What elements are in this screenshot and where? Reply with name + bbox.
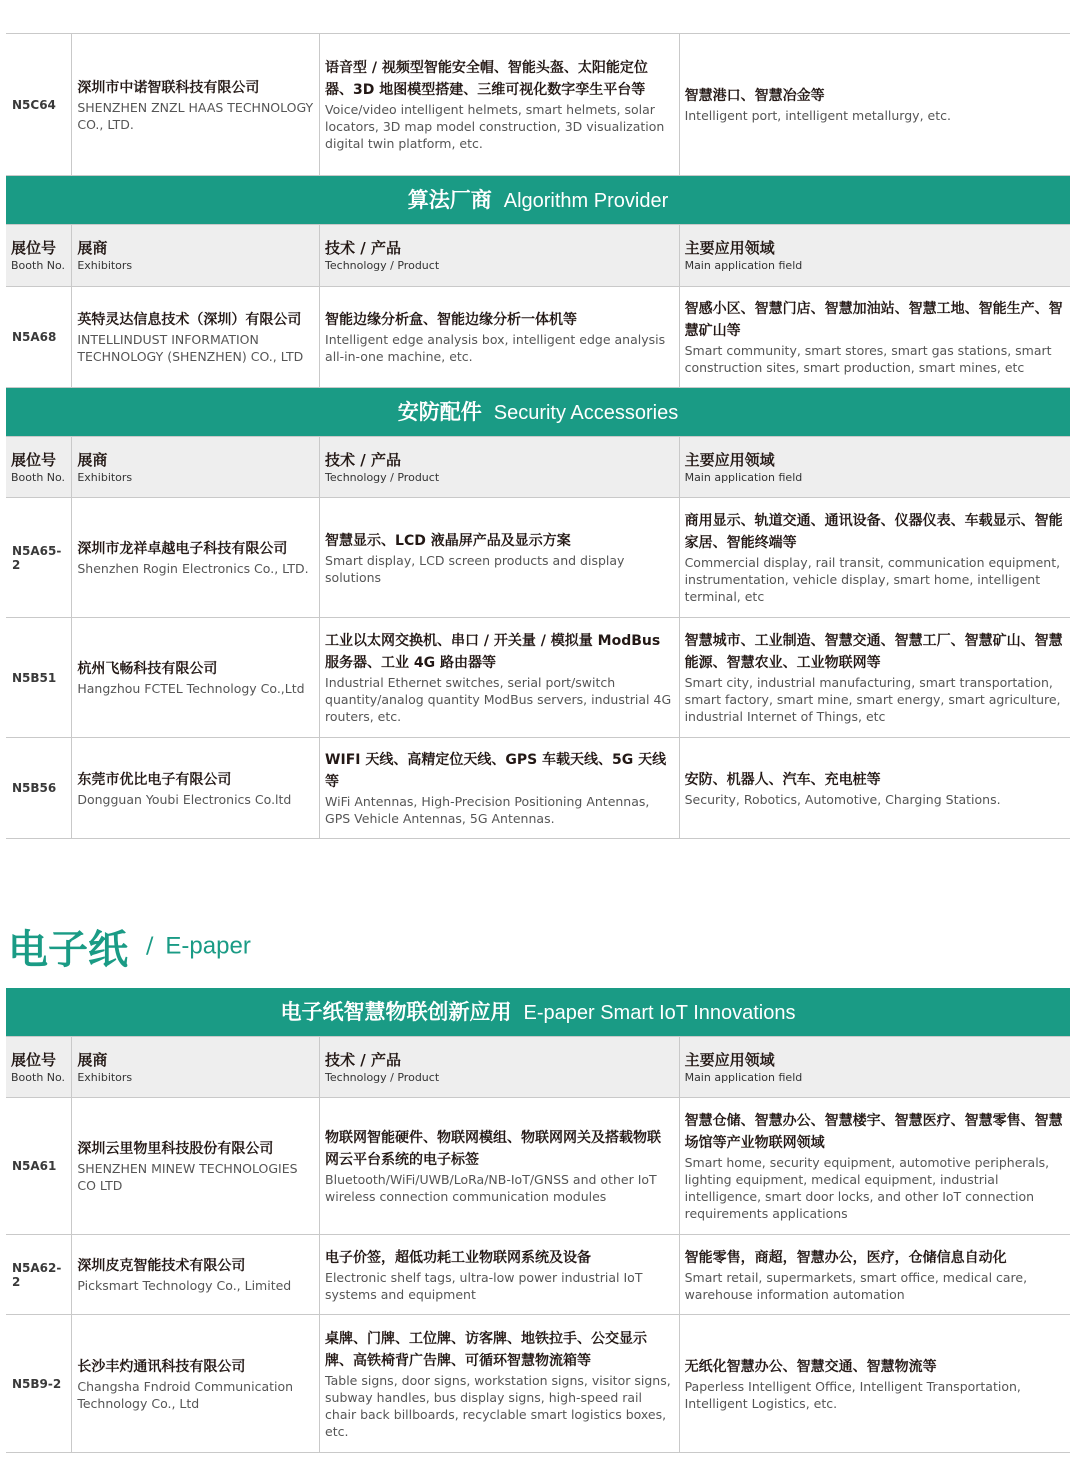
tech-cell (320, 498, 680, 618)
header-booth-zh: 展位号 (11, 239, 57, 257)
header-booth-en: Booth No. (11, 259, 66, 272)
header-exhibitor-en: Exhibitors (77, 470, 133, 484)
header-exhibitor (72, 437, 320, 498)
header-tech (320, 225, 680, 287)
exhibitor-cell (72, 498, 320, 618)
header-field-en: Main application field (684, 259, 803, 272)
exhibitor-cell (72, 34, 320, 176)
tech-zh: 智慧显示、LCD 液晶屏产品及显示方案 (325, 532, 571, 549)
algorithm-provider-banner (6, 176, 1070, 224)
exhibitor-cell (72, 1098, 320, 1235)
tech-cell (320, 287, 680, 388)
header-exhibitor-zh: 展商 (77, 450, 108, 469)
header-field (679, 225, 1070, 287)
header-exhibitor (72, 225, 320, 287)
tech-en: Table signs, door signs, workstation signs, visitor signs, subway handles, bus display signs, high-speed rail chair back billboards, recyclable smart logistics boxes, etc. (325, 1372, 671, 1439)
banner-title-zh: 电子纸智慧物联创新应用 (280, 1000, 512, 1024)
field-en: Smart home, security equipment, automotive peripherals, lighting equipment, medical equipment, industrial intelligence, smart door locks, and other IoT connection requirements applications (684, 1155, 1050, 1221)
exhibitor-cell (72, 1235, 320, 1315)
section-title (8, 918, 251, 972)
header-booth (6, 1037, 72, 1098)
field-en: Smart city, industrial manufacturing, smart transportation, smart factory, smart mine, smart energy, smart agriculture, industrial Internet of Things, etc (684, 675, 1061, 724)
company-name-zh: 英特灵达信息技术（深圳）有限公司 (77, 312, 302, 328)
top-table (6, 33, 1070, 176)
table-row (6, 287, 1070, 388)
company-name-zh: 深圳市中诺智联科技有限公司 (77, 79, 260, 96)
security-accessories-banner (6, 388, 1070, 436)
table-row (6, 34, 1070, 176)
company-name-en: Picksmart Technology Co., Limited (77, 1278, 292, 1293)
header-exhibitor (72, 1037, 320, 1098)
company-name-en: SHENZHEN MINEW TECHNOLOGIES CO LTD (77, 1161, 298, 1193)
tech-en: Smart display, LCD screen products and display solutions (325, 552, 625, 585)
table-row (6, 618, 1070, 738)
table-row (6, 1098, 1070, 1235)
tech-cell (320, 1098, 680, 1235)
banner-title-zh: 算法厂商 (407, 188, 492, 212)
header-booth (6, 225, 72, 287)
header-field-en: Main application field (684, 1070, 803, 1084)
field-en: Commercial display, rail transit, communication equipment, instrumentation, vehicle display, smart home, intelligent terminal, etc (684, 555, 1061, 604)
banner-title-en: Algorithm Provider (503, 190, 669, 212)
banner-title-en: E-paper Smart IoT Innovations (523, 1002, 796, 1024)
header-field-zh: 主要应用领域 (684, 450, 775, 469)
tech-en: Electronic shelf tags, ultra-low power industrial IoT systems and equipment (325, 1269, 643, 1302)
tech-cell (320, 1315, 680, 1453)
booth-number: N5A62-2 (6, 1235, 72, 1315)
company-name-zh: 深圳云里物里科技股份有限公司 (77, 1141, 274, 1157)
tech-zh: 桌牌、门牌、工位牌、访客牌、地铁拉手、公交显示牌、高铁椅背广告牌、可循环智慧物流箱等 (325, 1330, 648, 1369)
field-en: Paperless Intelligent Office, Intelligent Transportation, Intelligent Logistics, etc. (684, 1378, 1021, 1411)
section-title-separator: / (146, 934, 154, 959)
header-field (679, 1037, 1070, 1098)
field-cell (679, 1235, 1070, 1315)
company-name-en: Dongguan Youbi Electronics Co.ltd (77, 791, 292, 807)
tech-en: Intelligent edge analysis box, intelligent edge analysis all-in-one machine, etc. (325, 332, 666, 364)
company-name-zh: 深圳市龙祥卓越电子科技有限公司 (77, 541, 288, 557)
company-name-en: Changsha Fndroid Communication Technology Co., Ltd (77, 1378, 294, 1411)
booth-number: N5A65-2 (6, 498, 72, 618)
header-booth (6, 437, 72, 498)
company-name-en: Shenzhen Rogin Electronics Co., LTD. (77, 561, 309, 576)
epaper-table (6, 1036, 1070, 1453)
section-title-zh: 电子纸 (8, 927, 128, 973)
header-booth-zh: 展位号 (11, 450, 57, 469)
booth-number: N5B9-2 (6, 1315, 72, 1453)
table-header-row (6, 437, 1070, 498)
exhibitor-cell (72, 1315, 320, 1453)
header-booth-en: Booth No. (11, 470, 66, 484)
tech-cell (320, 738, 680, 839)
field-en: Intelligent port, intelligent metallurgy, etc. (684, 108, 951, 123)
field-cell (679, 618, 1070, 738)
tech-en: Industrial Ethernet switches, serial port/switch quantity/analog quantity ModBus servers, industrial 4G routers, etc. (325, 675, 672, 724)
booth-number: N5A61 (6, 1098, 72, 1235)
tech-zh: 物联网智能硬件、物联网模组、物联网网关及搭载物联网云平台系统的电子标签 (325, 1130, 662, 1168)
field-cell (679, 287, 1070, 388)
field-zh: 无纸化智慧办公、智慧交通、智慧物流等 (684, 1358, 937, 1375)
field-en: Smart retail, supermarkets, smart office, medical care, warehouse information automation (684, 1269, 1028, 1302)
tech-en: Bluetooth/WiFi/UWB/LoRa/NB-IoT/GNSS and other IoT wireless connection communication modules (325, 1172, 657, 1204)
header-field-en: Main application field (684, 470, 803, 484)
table-row (6, 738, 1070, 839)
table-header-row (6, 225, 1070, 287)
header-tech (320, 1037, 680, 1098)
booth-number: N5C64 (6, 34, 72, 176)
header-field-zh: 主要应用领域 (684, 1050, 775, 1069)
algorithm-table (6, 224, 1070, 388)
field-zh: 商用显示、轨道交通、通讯设备、仪器仪表、车载显示、智能家居、智能终端等 (684, 513, 1063, 551)
field-zh: 智慧港口、智慧冶金等 (684, 88, 825, 104)
company-name-en: Hangzhou FCTEL Technology Co.,Ltd (77, 681, 305, 696)
header-field (679, 437, 1070, 498)
booth-number: N5B51 (6, 618, 72, 738)
banner-title-zh: 安防配件 (397, 400, 482, 424)
field-zh: 智慧城市、工业制造、智慧交通、智慧工厂、智慧矿山、智慧能源、智慧农业、工业物联网等 (684, 633, 1063, 671)
field-cell (679, 1315, 1070, 1453)
table-header-row (6, 1037, 1070, 1098)
tech-en: WiFi Antennas, High-Precision Positioning Antennas, GPS Vehicle Antennas, 5G Antennas. (325, 794, 650, 826)
banner-title-en: Security Accessories (493, 402, 679, 424)
epaper-innovations-banner (6, 988, 1070, 1036)
header-tech (320, 437, 680, 498)
company-name-zh: 长沙丰灼通讯科技有限公司 (77, 1358, 246, 1375)
header-field-zh: 主要应用领域 (684, 239, 775, 257)
tech-cell (320, 1235, 680, 1315)
header-tech-en: Technology / Product (325, 259, 440, 272)
tech-cell (320, 618, 680, 738)
booth-number: N5B56 (6, 738, 72, 839)
section-title-en: E-paper (165, 932, 251, 960)
field-cell (679, 34, 1070, 176)
tech-zh: 智能边缘分析盒、智能边缘分析一体机等 (325, 312, 578, 328)
header-exhibitor-en: Exhibitors (77, 259, 133, 272)
header-tech-zh: 技术 / 产品 (325, 450, 401, 469)
header-tech-zh: 技术 / 产品 (325, 1050, 401, 1069)
field-cell (679, 498, 1070, 618)
header-exhibitor-en: Exhibitors (77, 1070, 133, 1084)
header-booth-en: Booth No. (11, 1070, 66, 1084)
tech-cell (320, 34, 680, 176)
company-name-en: SHENZHEN ZNZL HAAS TECHNOLOGY CO., LTD. (77, 99, 314, 132)
field-cell (679, 1098, 1070, 1235)
field-zh: 智能零售，商超，智慧办公，医疗，仓储信息自动化 (684, 1249, 1007, 1266)
exhibitor-cell (72, 738, 320, 839)
field-zh: 智慧仓储、智慧办公、智慧楼宇、智慧医疗、智慧零售、智慧场馆等产业物联网领域 (684, 1113, 1063, 1151)
exhibitor-cell (72, 287, 320, 388)
company-name-zh: 杭州飞畅科技有限公司 (77, 661, 218, 677)
field-en: Smart community, smart stores, smart gas stations, smart construction sites, smart production, smart mines, etc (684, 343, 1052, 375)
header-tech-en: Technology / Product (325, 470, 440, 484)
tech-en: Voice/video intelligent helmets, smart helmets, solar locators, 3D map model construction, 3D visualization digital twin platform, etc. (325, 102, 665, 151)
header-exhibitor-zh: 展商 (77, 1050, 108, 1069)
company-name-zh: 东莞市优比电子有限公司 (77, 771, 232, 788)
security-table (6, 436, 1070, 839)
tech-zh: 电子价签，超低功耗工业物联网系统及设备 (325, 1249, 592, 1266)
company-name-zh: 深圳皮克智能技术有限公司 (77, 1258, 246, 1274)
table-row (6, 1315, 1070, 1453)
booth-number: N5A68 (6, 287, 72, 388)
header-tech-zh: 技术 / 产品 (325, 239, 401, 257)
tech-zh: 工业以太网交换机、串口 / 开关量 / 模拟量 ModBus 服务器、工业 4G 路由器等 (325, 633, 661, 671)
header-tech-en: Technology / Product (325, 1070, 440, 1084)
field-zh: 安防、机器人、汽车、充电桩等 (684, 771, 881, 788)
field-zh: 智感小区、智慧门店、智慧加油站、智慧工地、智能生产、智慧矿山等 (684, 301, 1063, 339)
table-row (6, 1235, 1070, 1315)
table-row (6, 498, 1070, 618)
header-exhibitor-zh: 展商 (77, 239, 108, 257)
field-en: Security, Robotics, Automotive, Charging Stations. (684, 791, 1001, 807)
header-booth-zh: 展位号 (11, 1050, 57, 1069)
tech-zh: WIFI 天线、高精定位天线、GPS 车载天线、5G 天线等 (325, 752, 667, 790)
company-name-en: INTELLINDUST INFORMATION TECHNOLOGY (SHENZHEN) CO., LTD (77, 332, 304, 364)
field-cell (679, 738, 1070, 839)
tech-zh: 语音型 / 视频型智能安全帽、智能头盔、太阳能定位器、3D 地图模型搭建、三维可视化数字孪生平台等 (325, 60, 648, 98)
exhibitor-cell (72, 618, 320, 738)
